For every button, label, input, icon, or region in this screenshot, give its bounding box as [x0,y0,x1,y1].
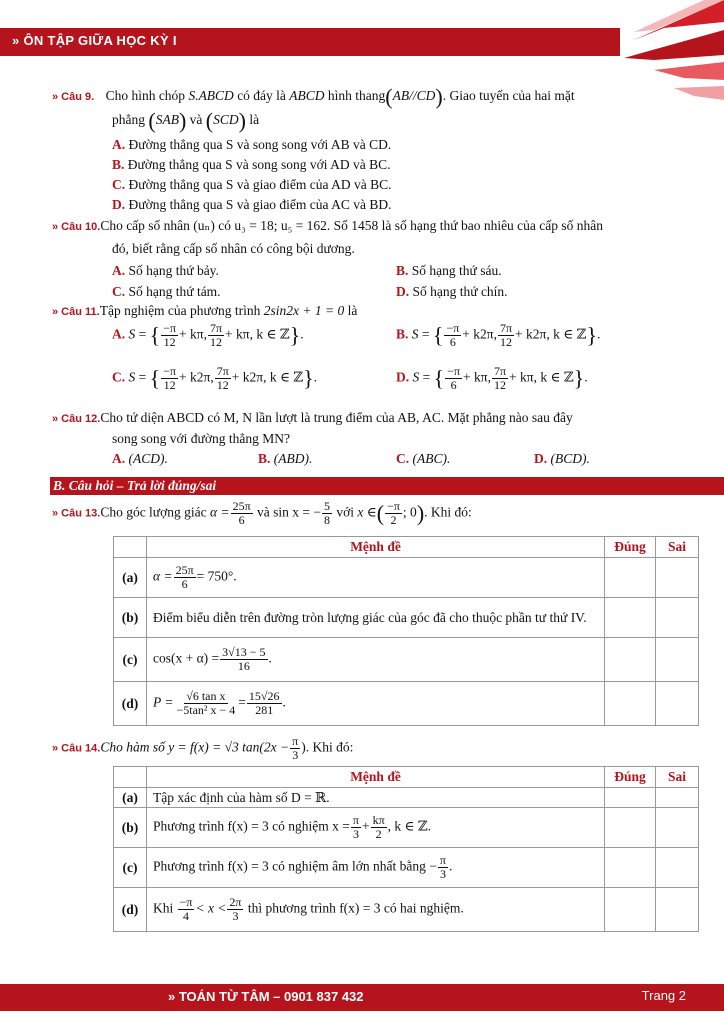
header-title: » ÔN TẬP GIỮA HỌC KỲ I [12,33,177,48]
q9-option-c[interactable]: C. Đường thẳng qua S và giao điểm của AD và BC. [112,177,392,192]
footer-text: » TOÁN TỪ TÂM – 0901 837 432 [168,989,364,1004]
false-header: Sai [656,537,699,558]
q11-option-b[interactable]: B. S = { $\frac{-\pi}{6}$ + k2π, $\frac{7\pi}{12}$ + k2π, k ∈ ℤ}. [396,321,601,349]
table-row: (b) Điểm biểu diễn trên đường tròn lượng giác của góc đã cho thuộc phần tư thứ IV. [114,598,699,638]
false-checkbox-cell[interactable] [656,682,699,726]
false-header: Sai [656,767,699,788]
false-checkbox-cell[interactable] [656,558,699,598]
question-10-line-1: » Câu 10.Cho cấp số nhân (uₙ) có u₃ = 18; u₅ = 162. Số 1458 là số hạng thứ bao nhiêu của cấp số nhân [52,218,604,233]
true-header: Đúng [605,767,656,788]
false-checkbox-cell[interactable] [656,808,699,848]
section-b-title: B. Câu hỏi – Trả lời đúng/sai [50,477,724,495]
q10-option-d[interactable]: D. Số hạng thứ chín. [396,284,508,299]
false-checkbox-cell[interactable] [656,848,699,888]
q12-option-b[interactable]: B. (ABD). [258,451,313,466]
question-9-line-1: » Câu 9. Cho hình chóp S.ABCD có đáy là ABCD hình thang(AB//CD). Giao tuyến của hai mặt [52,84,575,109]
table-row: (a) α = $\frac{25\pi}{6}$ = 750°. [114,558,699,598]
question-12-line-1: » Câu 12.Cho tứ diện ABCD có M, N lần lượt là trung điểm của AB, AC. Mặt phẳng nào sau đây [52,410,573,425]
false-checkbox-cell[interactable] [656,638,699,682]
empty-header [114,537,147,558]
question-label: » Câu 10. [52,221,101,233]
true-checkbox-cell[interactable] [605,558,656,598]
question-11-line-1: » Câu 11.Tập nghiệm của phương trình 2sin2x + 1 = 0 là [52,303,358,318]
q14-table [113,766,699,932]
true-checkbox-cell[interactable] [605,788,656,808]
true-checkbox-cell[interactable] [605,682,656,726]
table-row: (a) Tập xác định của hàm số D = ℝ. [114,788,699,808]
true-checkbox-cell[interactable] [605,638,656,682]
true-checkbox-cell[interactable] [605,808,656,848]
question-label: » Câu 14. [52,742,101,755]
question-12-line-2: song song với đường thẳng MN? [112,431,290,446]
empty-header [114,767,147,788]
false-checkbox-cell[interactable] [656,888,699,932]
q10-option-b[interactable]: B. Số hạng thứ sáu. [396,263,502,278]
false-checkbox-cell[interactable] [656,788,699,808]
true-header: Đúng [605,537,656,558]
q12-option-a[interactable]: A. (ACD). [112,451,168,466]
true-checkbox-cell[interactable] [605,888,656,932]
q9-option-d[interactable]: D. Đường thẳng qua S và giao điểm của AC và BD. [112,197,392,212]
page-number: Trang 2 [641,988,686,1003]
corner-decoration [594,0,724,110]
question-10-line-2: đó, biết rằng cấp số nhân có công bội dương. [112,241,355,256]
table-row: (c) Phương trình f(x) = 3 có nghiệm âm lớn nhất bằng − $\frac{\pi}{3}$ . [114,848,699,888]
statement-header: Mệnh đề [147,767,605,788]
question-label: » Câu 11. [52,306,100,318]
q9-option-b[interactable]: B. Đường thẳng qua S và song song với AD và BC. [112,157,391,172]
question-label: » Câu 9. [52,91,95,104]
question-label: » Câu 12. [52,413,101,425]
q10-option-a[interactable]: A. Số hạng thứ bảy. [112,263,219,278]
question-14-line-1: » Câu 14.Cho hàm số y = f(x) = √3 tan(2x − $\frac{\pi}{3}$ ). Khi đó: [52,734,354,762]
question-13-line-1: » Câu 13.Cho góc lượng giác α = $\frac{25\pi}{6}$ và sin x = − $\frac{5}{8}$ với x ∈( $\frac{-\pi}{2}$ ; 0). Khi đó: [52,499,472,527]
false-checkbox-cell[interactable] [656,598,699,638]
question-9-line-2: phẳng (SAB) và (SCD) là [112,108,260,133]
question-label: » Câu 13. [52,507,101,520]
q12-option-c[interactable]: C. (ABC). [396,451,451,466]
q10-option-c[interactable]: C. Số hạng thứ tám. [112,284,221,299]
q11-option-a[interactable]: A. S = { $\frac{-\pi}{12}$ + kπ, $\frac{7\pi}{12}$ + kπ, k ∈ ℤ}. [112,321,304,349]
true-checkbox-cell[interactable] [605,848,656,888]
table-row: (d) P = $\frac{\text{√6 tan x}}{\text{−5tan² x − 4}}$ = $\frac{15√26}{281}$ . [114,682,699,726]
q13-table [113,536,699,726]
table-row: (b) Phương trình f(x) = 3 có nghiệm x = $\frac{\pi}{3}$ + $\frac{k\pi}{2}$ , k ∈ ℤ. [114,808,699,848]
q9-option-a[interactable]: A. Đường thẳng qua S và song song với AB và CD. [112,137,392,152]
table-row: (c) cos(x + α) = $\frac{3√13 - 5}{16}$ . [114,638,699,682]
q12-option-d[interactable]: D. (BCD). [534,451,590,466]
q11-option-c[interactable]: C. S = { $\frac{-\pi}{12}$ + k2π, $\frac{7\pi}{12}$ + k2π, k ∈ ℤ}. [112,364,318,392]
statement-header: Mệnh đề [147,537,605,558]
q11-option-d[interactable]: D. S = { $\frac{-\pi}{6}$ + kπ, $\frac{7\pi}{12}$ + kπ, k ∈ ℤ}. [396,364,588,392]
true-checkbox-cell[interactable] [605,598,656,638]
table-row: (d) Khi $\frac{-\pi}{4}$ < x < $\frac{2\pi}{3}$ thì phương trình f(x) = 3 có hai nghiệm. [114,888,699,932]
